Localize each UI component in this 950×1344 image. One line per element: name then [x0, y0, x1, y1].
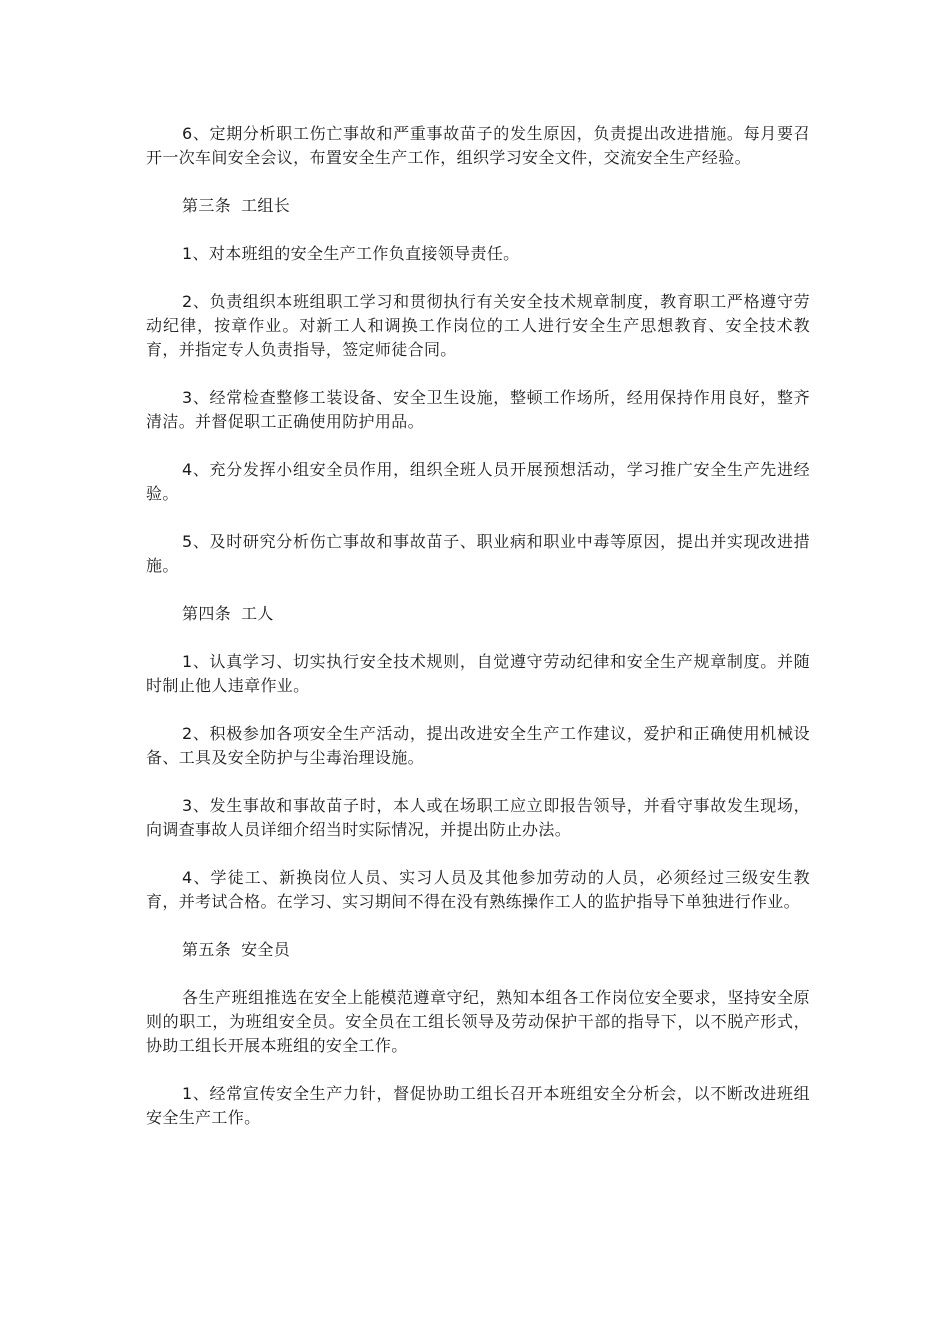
article-number: 第五条 [182, 940, 232, 959]
paragraph: 4、充分发挥小组安全员作用，组织全班人员开展预想活动，学习推广安全生产先进经验。 [146, 460, 810, 503]
article-number: 第三条 [182, 196, 232, 215]
article-title: 安全员 [241, 940, 291, 959]
article-title: 工组长 [241, 196, 291, 215]
article-heading [146, 938, 810, 962]
article-number: 第四条 [182, 604, 232, 623]
article-heading [146, 194, 810, 218]
article-title: 工人 [241, 604, 274, 623]
paragraph: 1、对本班组的安全生产工作负直接领导责任。 [182, 244, 520, 263]
paragraph: 3、发生事故和事故苗子时，本人或在场职工应立即报告领导，并看守事故发生现场，向调查事故人员详细介绍当时实际情况，并提出防止办法。 [146, 796, 810, 839]
document-body [146, 122, 810, 1154]
article-heading [146, 602, 810, 626]
paragraph: 各生产班组推选在安全上能模范遵章守纪，熟知本组各工作岗位安全要求，坚持安全原则的职工，为班组安全员。安全员在工组长领导及劳动保护干部的指导下，以不脱产形式，协助工组长开展本班组的安全工作。 [146, 988, 810, 1055]
paragraph: 3、经常检查整修工装设备、安全卫生设施，整顿工作场所，经用保持作用良好，整齐清洁。并督促职工正确使用防护用品。 [146, 388, 810, 431]
paragraph: 6、定期分析职工伤亡事故和严重事故苗子的发生原因，负责提出改进措施。每月要召开一次车间安全会议，布置安全生产工作，组织学习安全文件，交流安全生产经验。 [146, 124, 810, 167]
paragraph: 2、积极参加各项安全生产活动，提出改进安全生产工作建议，爱护和正确使用机械设备、工具及安全防护与尘毒治理设施。 [146, 724, 810, 767]
paragraph: 5、及时研究分析伤亡事故和事故苗子、职业病和职业中毒等原因，提出并实现改进措施。 [146, 532, 810, 575]
paragraph: 1、认真学习、切实执行安全技术规则，自觉遵守劳动纪律和安全生产规章制度。并随时制止他人违章作业。 [146, 652, 810, 695]
paragraph: 1、经常宣传安全生产力针，督促协助工组长召开本班组安全分析会，以不断改进班组安全生产工作。 [146, 1084, 810, 1127]
paragraph: 2、负责组织本班组职工学习和贯彻执行有关安全技术规章制度，教育职工严格遵守劳动纪律，按章作业。对新工人和调换工作岗位的工人进行安全生产思想教育、安全技术教育，并指定专人负责指导，签定师徒合同。 [146, 292, 810, 359]
paragraph: 4、学徒工、新换岗位人员、实习人员及其他参加劳动的人员，必须经过三级安生教育，并考试合格。在学习、实习期间不得在没有熟练操作工人的监护指导下单独进行作业。 [146, 868, 810, 911]
